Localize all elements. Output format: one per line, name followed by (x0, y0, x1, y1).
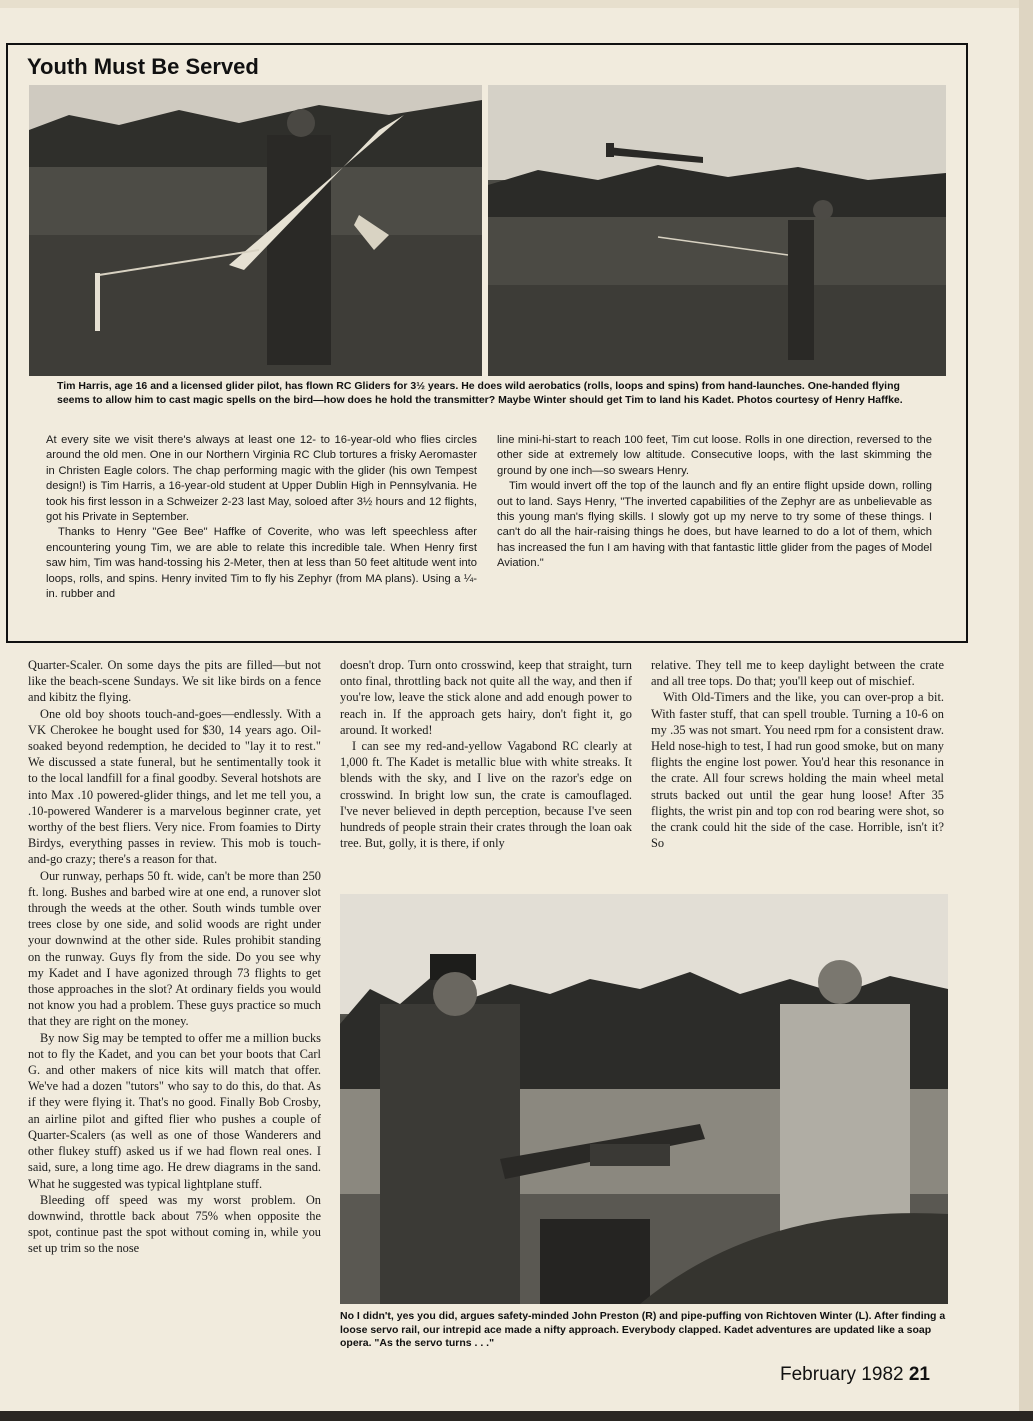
sidebar-col2-paragraph: line mini-hi-start to reach 100 feet, Tim cut loose. Rolls in one direction, reversed to the other side at extremely low altitude. Consecutive loops, with the last skimming the ground by one inch—so swears Henry. (497, 434, 932, 477)
sidebar-col1-paragraph: At every site we visit there's always at least one 12- to 16-year-old who flies circles around the old men. One in our Northern Virginia RC Club tortures a frisky Aeromaster in Christen Eagle colors. The chap performing magic with the glider (his own Tempest design!) is Tim Harris, a 16-year-old student at Upper Dublin High in Pennsylvania. He took his first lesson in a Schweizer 2-23 last May, soloed after 3½ hours and 12 flights, got his Private in September. (46, 434, 477, 524)
photo-tim-launching (488, 85, 946, 376)
article-col1-paragraph: Our runway, perhaps 50 ft. wide, can't be more than 250 ft. long. Bushes and barbed wire at one end, a runover slot through the weeds at the other. South winds tumble over trees close by one side, and solid woods are right under your downwind at the other side. Rules prohibit standing on the runway. Guys fly from the side. Do you see why my Kadet and I have agonized through 73 flights to get those approaches in the slot? At ordinary fields you would not know you had a problem. These guys practice so much that they are right on the money. (28, 868, 321, 1029)
sidebar-photo-caption: Tim Harris, age 16 and a licensed glider pilot, has flown RC Gliders for 3½ years. He does wild aerobatics (rolls, loops and spins) from hand-launches. One-handed flying seems to allow him to cast magic spells on the bird—how does he hold the transmitter? Maybe Winter should get Tim to land his Kadet. Photos courtesy of Henry Haffke. (57, 380, 903, 406)
article-col1-paragraph: One old boy shoots touch-and-goes—endlessly. With a VK Cherokee he bought used for $30, 14 years ago. Oil-soaked beyond redemption, he decided to "lay it to rest." We discussed a state funeral, but he sentimentally took it to the local landfill for a final goodby. Several hotshots are into Max .10 powered-glider things, and let me tell you, a .10-powered Wanderer is a marvelous beginner crate, yet worthy of the best fliers. Very nice. From foamies to Dirty Birdys, everything passes in review. This mob is touch-and-go crazy; there's a reason for that. (28, 706, 321, 867)
sidebar-col2-paragraph: Tim would invert off the top of the launch and fly an entire flight upside down, rolling out to land. Says Henry, "The inverted capabilities of the Zephyr are as unbelievable as this young man's flying skills. I slowly got up my nerve to try some of these things. I can't do all the hair-raising things he does, but have learned to do a lot of them, which has increased the fun I am having with that fantastic little glider from the pages of Model Aviation." (497, 480, 932, 570)
article-col1-paragraph: By now Sig may be tempted to offer me a million bucks not to fly the Kadet, and you can bet your boots that Carl G. and other makers of nice kits will match that offer. We've had a dozen "tutors" who say to do this, do that. As if they were flying it. That's no good. Finally Bob Crosby, an airline pilot and gifted flier who pushes a couple of Quarter-Scalers (as well as one of those Wanderers and other flukey stuff) asked us if we had flown real ones. I said, sure, a long time ago. He drew diagrams in the sand. What he suggested was typical lightplane stuff. (28, 1030, 321, 1191)
sidebar-column-1 (46, 433, 477, 602)
photo-preston-and-winter (340, 894, 948, 1304)
bottom-photo-caption: No I didn't, yes you did, argues safety-minded John Preston (R) and pipe-puffing von Richtoven Winter (L). After finding a loose servo rail, our intrepid ace made a nifty approach. Everybody clapped. Kadet adventures are updated like a soap opera. "As the servo turns . . ." (340, 1310, 946, 1349)
article-col3-paragraph: With Old-Timers and the like, you can over-prop a bit. With faster stuff, that can spell trouble. Turning a 10-6 on my .35 was not smart. You need rpm for a consistent draw. Held nose-high to test, I had run good smoke, but on many flights the engine lost power. You'd hear this resonance in the crate. All four screws holding the main wheel metal struts backed out until the gear hung loose! After 35 flights, the wrist pin and top con rod bearing were shot, so the crank could hit the side of the case. Horrible, isn't it? So (651, 690, 944, 851)
photo-tim-holding-glider (29, 85, 482, 376)
issue-date: February 1982 (780, 1364, 904, 1385)
page-edge-right (1019, 0, 1033, 1421)
sidebar-column-2 (497, 433, 932, 572)
article-col1-paragraph: Bleeding off speed was my worst problem. On downwind, throttle back about 75% when opposite the spot, continue past the spot without coming in, while you set up trim so the nose (28, 1192, 321, 1256)
article-column-1 (28, 657, 321, 1257)
sidebar-title: Youth Must Be Served (27, 54, 259, 79)
article-col3-paragraph: relative. They tell me to keep daylight between the crate and all tree tops. Do that; you'll keep out of mischief. (651, 658, 944, 689)
page-number: 21 (908, 1364, 930, 1385)
article-col2-paragraph: I can see my red-and-yellow Vagabond RC clearly at 1,000 ft. The Kadet is metallic blue with white streaks. It blends with the sky, and I live on the razor's edge on crosswind. In bright low sun, the crate is camouflaged. I've never believed in depth perception, because I've seen hundreds of people strain their crates through the loan oak tree. But, golly, it is there, if only (340, 739, 632, 851)
page-edge-bottom (0, 1411, 1033, 1421)
article-col1-paragraph: Quarter-Scaler. On some days the pits are filled—but not like the beach-scene Sundays. We sit like birds on a fence and kibitz the flying. (28, 658, 321, 705)
article-col2-paragraph: doesn't drop. Turn onto crosswind, keep that straight, turn onto final, throttling back not quite all the way, and then if you're low, leave the stick alone and add enough power to reach in. If the approach gets hairy, don't fight it, go around. It worked! (340, 658, 632, 737)
page-edge-top (0, 0, 1033, 8)
article-column-3 (651, 657, 944, 851)
page-footer (780, 1364, 930, 1386)
sidebar-col1-paragraph: Thanks to Henry "Gee Bee" Haffke of Coverite, who was left speechless after encountering young Tim, we are able to relate this incredible tale. When Henry first saw him, Tim was hand-tossing his 2-Meter, then at less than 50 feet altitude went into loops, rolls, and spins. Henry invited Tim to fly his Zephyr (from MA plans). Using a ¼-in. rubber and (46, 526, 477, 601)
article-column-2 (340, 657, 632, 851)
